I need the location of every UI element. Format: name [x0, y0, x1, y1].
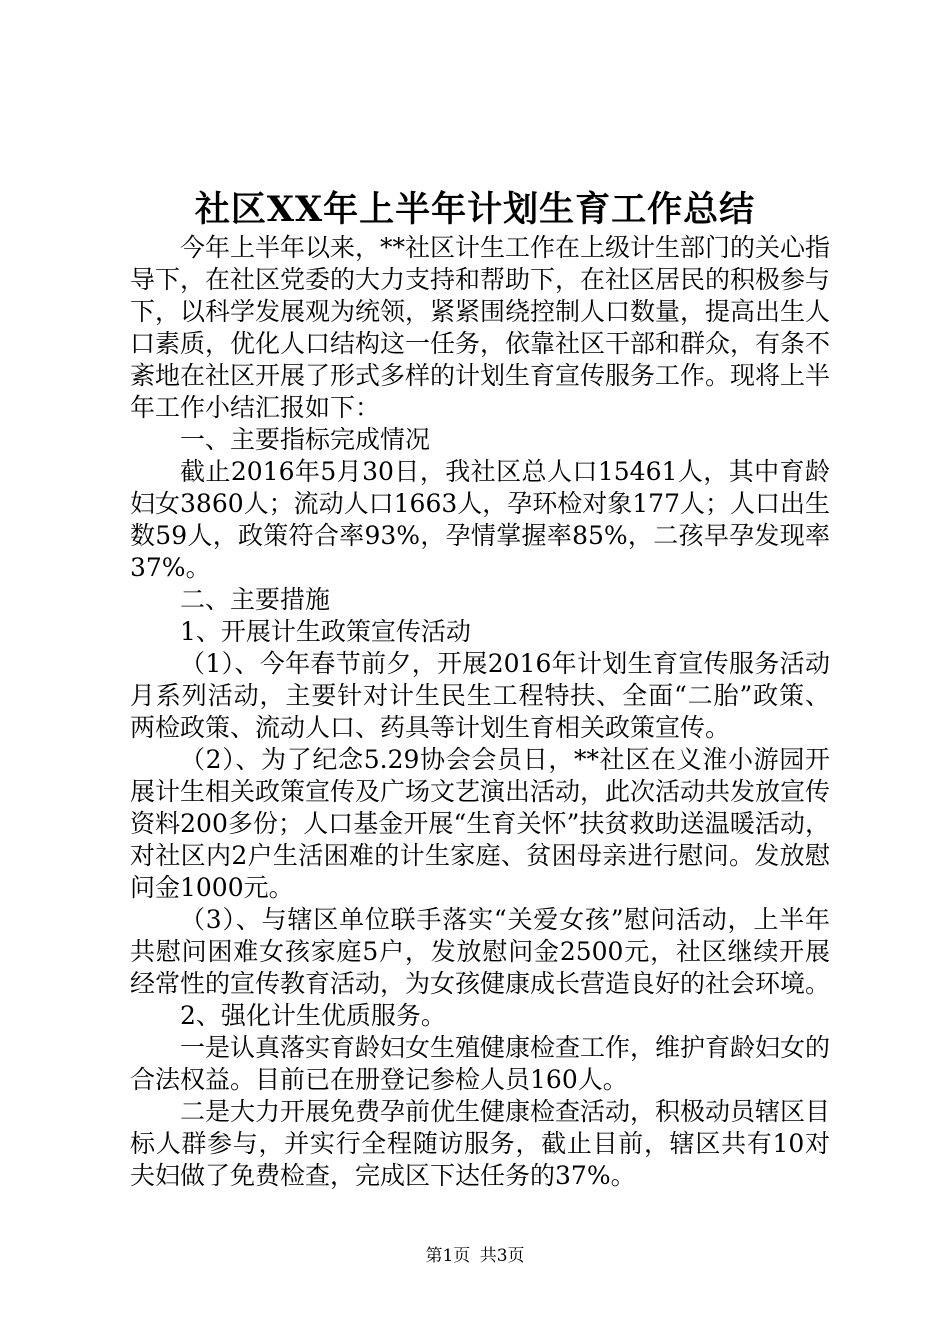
page-number: 第1页	[425, 1246, 471, 1266]
publicity-item-1: （1）、今年春节前夕，开展2016年计划生育宣传服务活动月系列活动，主要针对计生民生工程特扶、全面“二胎”政策、两检政策、流动人口、药具等计划生育相关政策宣传。	[130, 649, 830, 742]
section-heading-measures: 二、主要措施	[180, 585, 331, 614]
services-item-1: 一是认真落实育龄妇女生殖健康检查工作，维护育龄妇女的合法权益。目前已在册登记参检人员160人。	[130, 1033, 831, 1094]
indicators-paragraph: 截止2016年5月30日，我社区总人口15461人，其中育龄妇女3860人；流动人口1663人，孕环检对象177人；人口出生数59人，政策符合率93%，孕情掌握率85%，二孩早孕发现率37%。	[130, 457, 830, 582]
total-pages: 共3页	[479, 1246, 525, 1266]
subsection-heading-services: 2、强化计生优质服务。	[180, 1001, 446, 1030]
publicity-item-2: （2）、为了纪念5.29协会会员日，**社区在义淮小游园开展计生相关政策宣传及广场文艺演出活动，此次活动共发放宣传资料200多份；人口基金开展“生育关怀”扶贫救助送温暖活动，对社区内2户生活困难的计生家庭、贫困母亲进行慰问。发放慰问金1000元。	[130, 745, 831, 902]
subsection-heading-publicity: 1、开展计生政策宣传活动	[180, 617, 471, 646]
document-title: 社区XX年上半年计划生育工作总结	[194, 189, 756, 230]
publicity-item-3: （3）、与辖区单位联手落实“关爱女孩”慰问活动，上半年共慰问困难女孩家庭5户，发放慰问金2500元，社区继续开展经常性的宣传教育活动，为女孩健康成长营造良好的社会环境。	[130, 905, 831, 998]
page-footer	[0, 1244, 950, 1268]
document-body	[130, 232, 830, 1192]
services-item-2: 二是大力开展免费孕前优生健康检查活动，积极动员辖区目标人群参与，并实行全程随访服务，截止目前，辖区共有10对夫妇做了免费检查，完成区下达任务的37%。	[130, 1097, 831, 1190]
intro-paragraph: 今年上半年以来，**社区计生工作在上级计生部门的关心指导下，在社区党委的大力支持和帮助下，在社区居民的积极参与下，以科学发展观为统领，紧紧围绕控制人口数量，提高出生人口素质，优化人口结构这一任务，依靠社区干部和群众，有条不紊地在社区开展了形式多样的计划生育宣传服务工作。现将上半年工作小结汇报如下：	[130, 233, 831, 422]
section-heading-indicators: 一、主要指标完成情况	[180, 425, 431, 454]
